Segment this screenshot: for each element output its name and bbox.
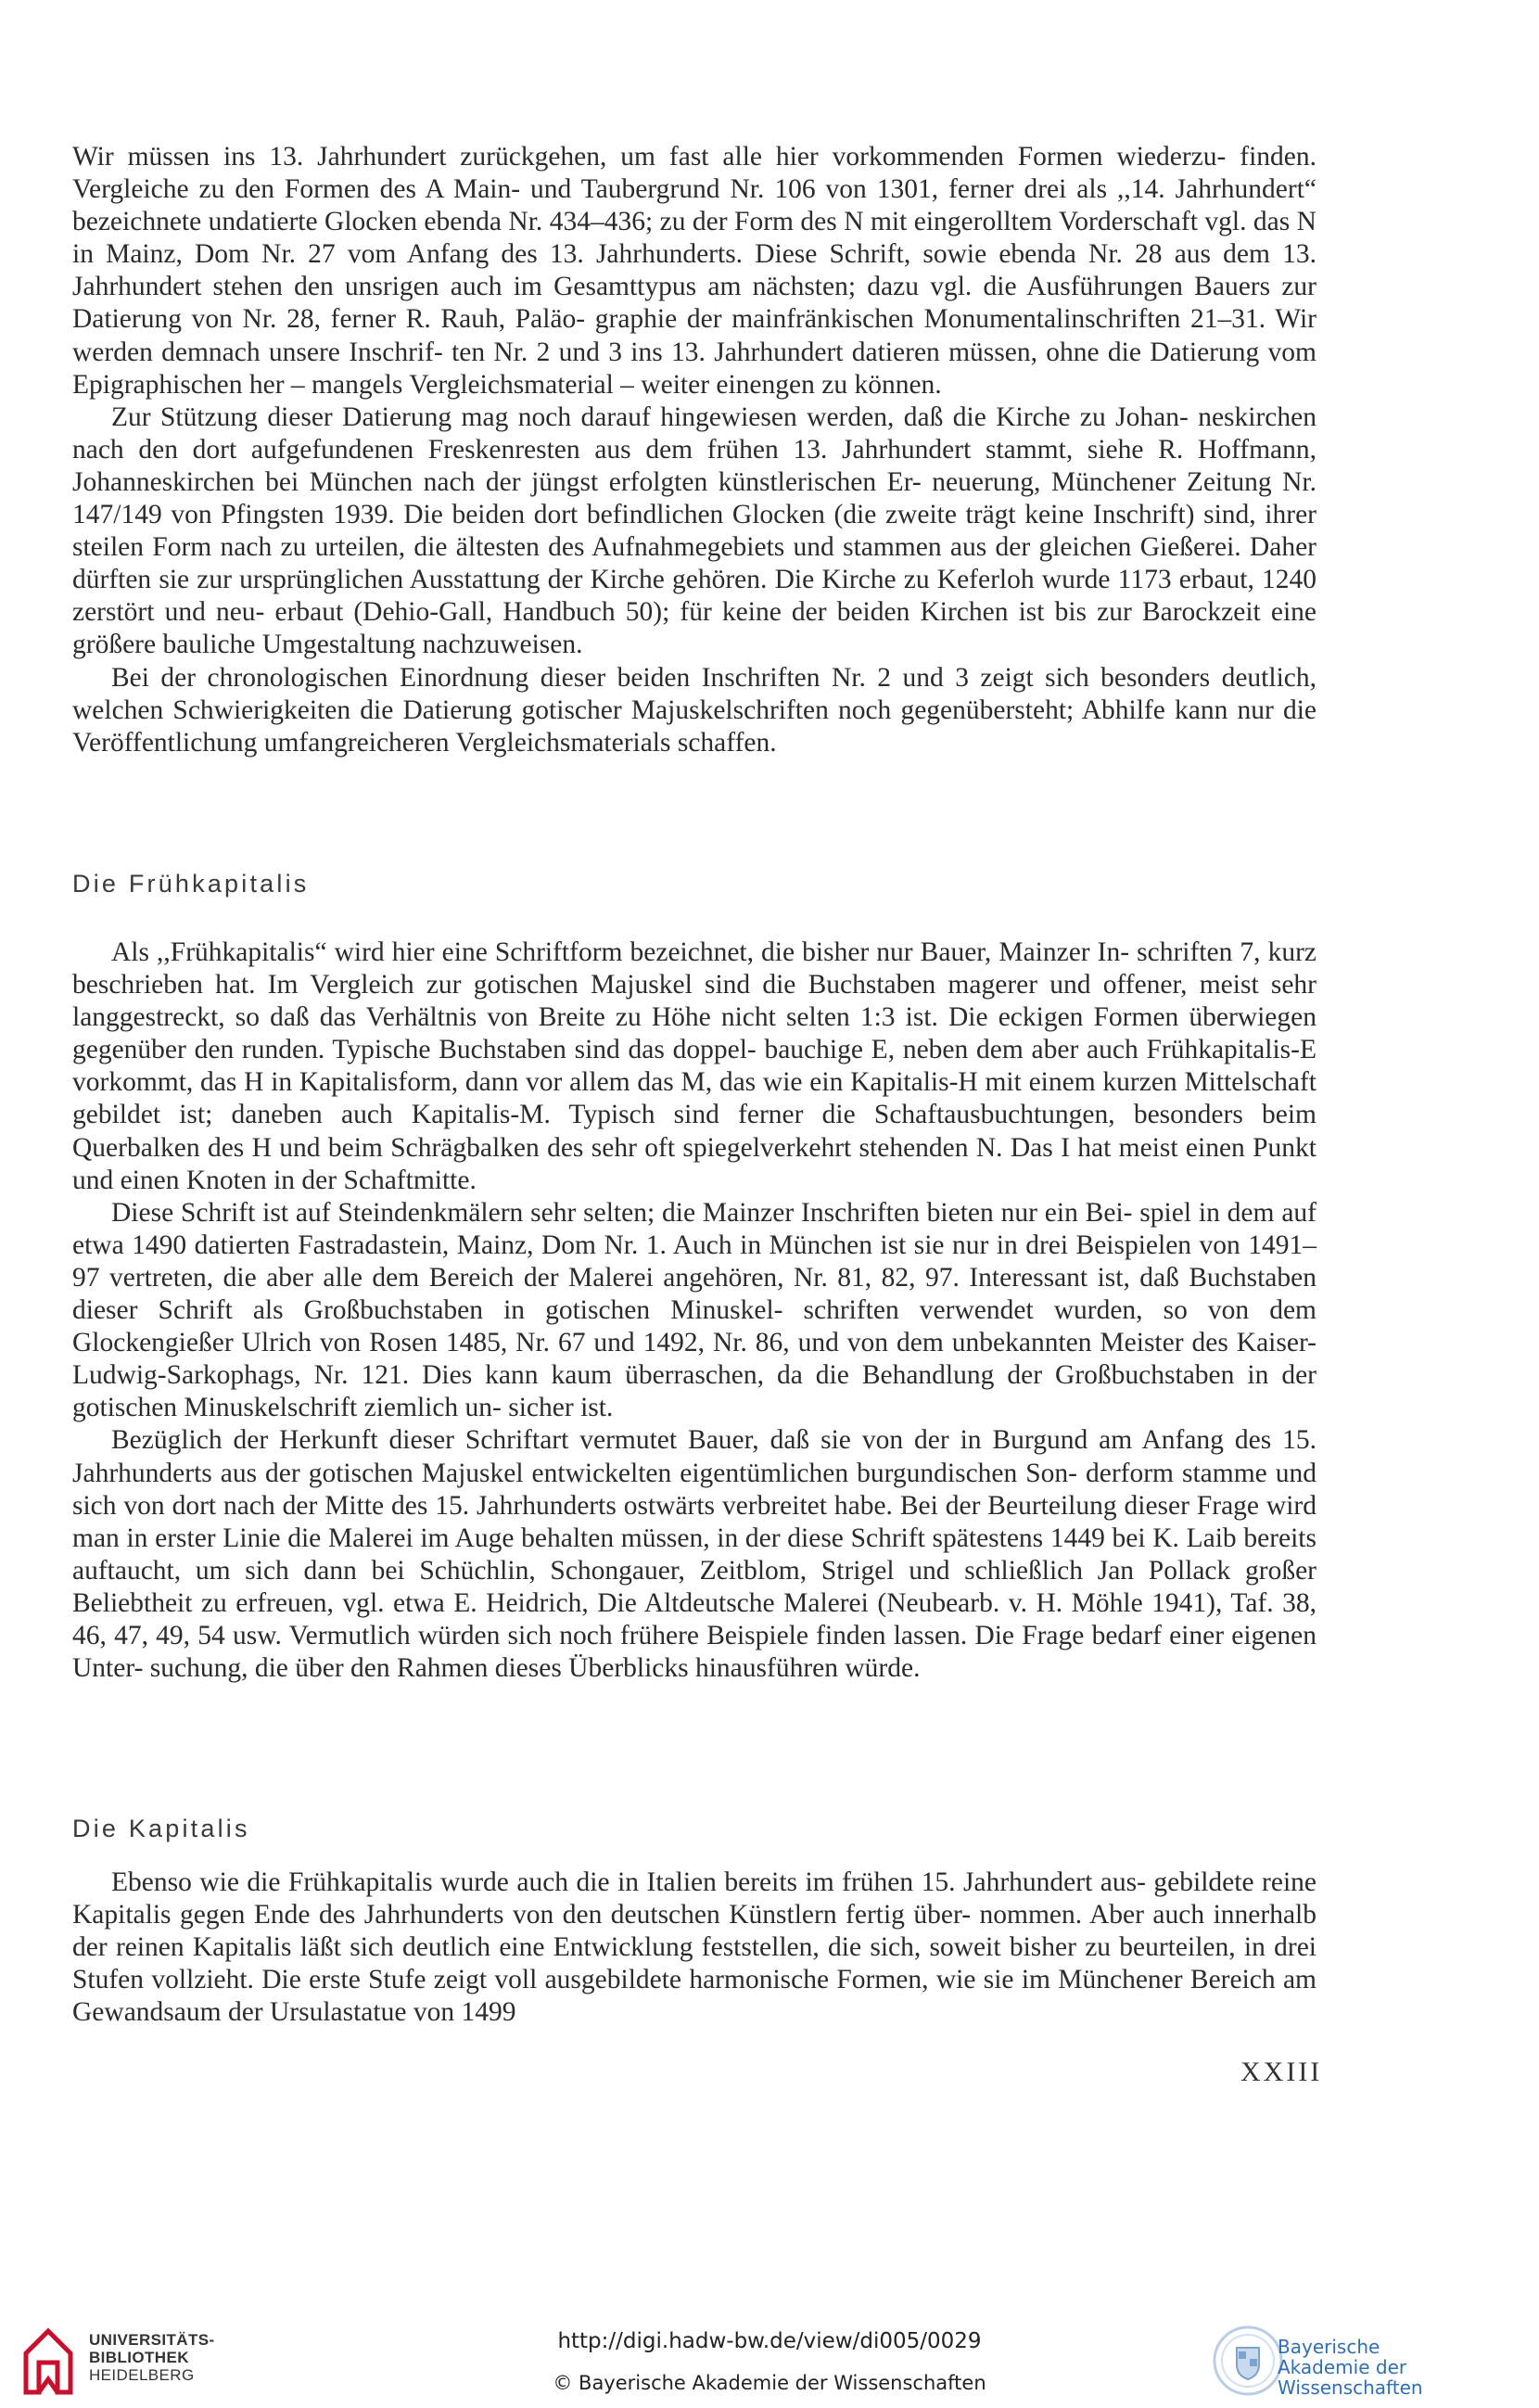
text-section-kapitalis [72, 1867, 1316, 2029]
paragraph: Bezüglich der Herkunft dieser Schriftart vermutet Bauer, daß sie von der in Burgund am Anfang des 15. Jahrhunderts aus der gotischen Majuskel entwickelten eigentümlichen burgundischen Son- derform stamme und sich von dort nach der Mitte des 15. Jahrhunderts ostwärts verbreitet habe. Bei der Beurteilung dieser Frage wird man in erster Linie die Malerei im Auge behalten müssen, in der diese Schrift spätestens 1449 bei K. Laib bereits auftaucht, um sich dann bei Schüchlin, Schongauer, Zeitblom, Strigel und schließlich Jan Pollack großer Beliebtheit zu erfreuen, vgl. etwa E. Heidrich, Die Altdeutsche Malerei (Neubearb. v. H. Möhle 1941), Taf. 38, 46, 47, 49, 54 usw. Vermutlich würden sich noch frühere Beispiele finden lassen. Die Frage bedarf einer eigenen Unter- suchung, die über den Rahmen dieses Überblicks hinausführen würde. [72, 1425, 1316, 1684]
library-line: BIBLIOTHEK [89, 2349, 189, 2366]
permalink-url[interactable]: http://digi.hadw-bw.de/view/di005/0029 [557, 2329, 982, 2353]
university-library-name [89, 2331, 215, 2384]
paragraph: Zur Stützung dieser Datierung mag noch darauf hingewiesen werden, daß die Kirche zu Johan- neskirchen nach den dort aufgefundenen Freskenresten aus dem frühen 13. Jahrhundert stammt, siehe R. Hoffmann, Johanneskirchen bei München nach der jüngst erfolgten künstlerischen Er- neuerung, Münchener Zeitung Nr. 147/149 von Pfingsten 1939. Die beiden dort befindlichen Glocken (die zweite trägt keine Inschrift) sind, ihrer steilen Form nach zu urteilen, die ältesten des Aufnahmegebiets und stammen aus der gleichen Gießerei. Daher dürften sie zur ursprünglichen Ausstattung der Kirche gehören. Die Kirche zu Keferloh wurde 1173 erbaut, 1240 zerstört und neu- erbaut (Dehio-Gall, Handbuch 50); für keine der beiden Kirchen ist bis zur Barockzeit eine größere bauliche Umgestaltung nachzuweisen. [72, 401, 1316, 660]
academy-emblem-icon [1211, 2324, 1285, 2398]
paragraph: Diese Schrift ist auf Steindenkmälern sehr selten; die Mainzer Inschriften bieten nur ein Bei- spiel in dem auf etwa 1490 datierten Fastradastein, Mainz, Dom Nr. 1. Auch in München ist sie nur in drei Beispielen von 1491–97 vertreten, die aber alle dem Bereich der Malerei angehören, Nr. 81, 82, 97. Interessant ist, daß Buchstaben dieser Schrift als Großbuchstaben in gotischen Minuskel- schriften verwendet wurden, so von dem Glockengießer Ulrich von Rosen 1485, Nr. 67 und 1492, Nr. 86, und von dem unbekannten Meister des Kaiser-Ludwig-Sarkophags, Nr. 121. Dies kann kaum überraschen, da die Behandlung der Großbuchstaben in der gotischen Minuskelschrift ziemlich un- sicher ist. [72, 1197, 1316, 1423]
page-number: XXIII [1240, 2057, 1323, 2087]
academy-line: Bayerische [1278, 2336, 1380, 2358]
text-section-dating [72, 141, 1316, 759]
section-heading-fruehkapitalis: Die Frühkapitalis [72, 870, 310, 898]
library-line: UNIVERSITÄTS- [89, 2331, 215, 2349]
text-section-fruehkapitalis [72, 936, 1316, 1685]
paragraph: Ebenso wie die Frühkapitalis wurde auch die in Italien bereits im frühen 15. Jahrhundert aus- gebildete reine Kapitalis gegen Ende des Jahrhunderts von den deutschen Künstlern fertig über- nommen. Aber auch innerhalb der reinen Kapitalis läßt sich deutlich eine Entwicklung feststellen, die sich, soweit bisher zu beurteilen, in drei Stufen vollzieht. Die erste Stufe zeigt voll ausgebildete harmonische Formen, wie sie im Münchener Bereich am Gewandsaum der Ursulastatue von 1499 [72, 1867, 1316, 2028]
academy-line: Akademie der Wissenschaften [1278, 2356, 1423, 2399]
paragraph: Wir müssen ins 13. Jahrhundert zurückgehen, um fast alle hier vorkommenden Formen wiederzu- finden. Vergleiche zu den Formen des A Main- und Taubergrund Nr. 106 von 1301, ferner drei als ,,14. Jahrhundert“ bezeichnete undatierte Glocken ebenda Nr. 434–436; zu der Form des N mit eingerolltem Vorderschaft vgl. das N in Mainz, Dom Nr. 27 vom Anfang des 13. Jahrhunderts. Diese Schrift, sowie ebenda Nr. 28 aus dem 13. Jahrhundert stehen den unsrigen auch im Gesamttypus am nächsten; dazu vgl. die Ausführungen Bauers zur Datierung von Nr. 28, ferner R. Rauh, Paläo- graphie der mainfränkischen Monumentalinschriften 21–31. Wir werden demnach unsere Inschrif- ten Nr. 2 und 3 ins 13. Jahrhundert datieren müssen, ohne die Datierung vom Epigraphischen her – mangels Vergleichsmaterial – weiter einengen zu können. [72, 142, 1316, 400]
paragraph: Bei der chronologischen Einordnung dieser beiden Inschriften Nr. 2 und 3 zeigt sich besonders deutlich, welchen Schwierigkeiten die Datierung gotischer Majuskelschriften noch gegenübersteht; Abhilfe kann nur die Veröffentlichung umfangreicheren Vergleichsmaterials schaffen. [72, 662, 1316, 758]
copyright-notice: © Bayerische Akademie der Wissenschaften [553, 2372, 986, 2394]
academy-name [1278, 2337, 1539, 2398]
section-heading-kapitalis: Die Kapitalis [72, 1815, 250, 1842]
paragraph: Als ,,Frühkapitalis“ wird hier eine Schriftform bezeichnet, die bisher nur Bauer, Mainzer In- schriften 7, kurz beschrieben hat. Im Vergleich zur gotischen Majuskel sind die Buchstaben magerer und offener, meist sehr langgestreckt, so daß das Verhältnis von Breite zu Höhe nicht selten 1:3 ist. Die eckigen Formen überwiegen gegenüber den runden. Typische Buchstaben sind das doppel- bauchige E, neben dem aber auch Frühkapitalis-E vorkommt, das H in Kapitalisform, dann vor allem das M, das wie ein Kapitalis-H mit einem kurzen Mittelschaft gebildet ist; daneben auch Kapitalis-M. Typisch sind ferner die Schaftausbuchtungen, besonders beim Querbalken des H und beim Schrägbalken des sehr oft spiegelverkehrt stehenden N. Das I hat meist einen Punkt und einen Knoten in der Schaftmitte. [72, 937, 1316, 1195]
library-line: HEIDELBERG [89, 2366, 195, 2384]
footer [0, 2300, 1539, 2408]
university-library-logo-icon [20, 2325, 76, 2398]
